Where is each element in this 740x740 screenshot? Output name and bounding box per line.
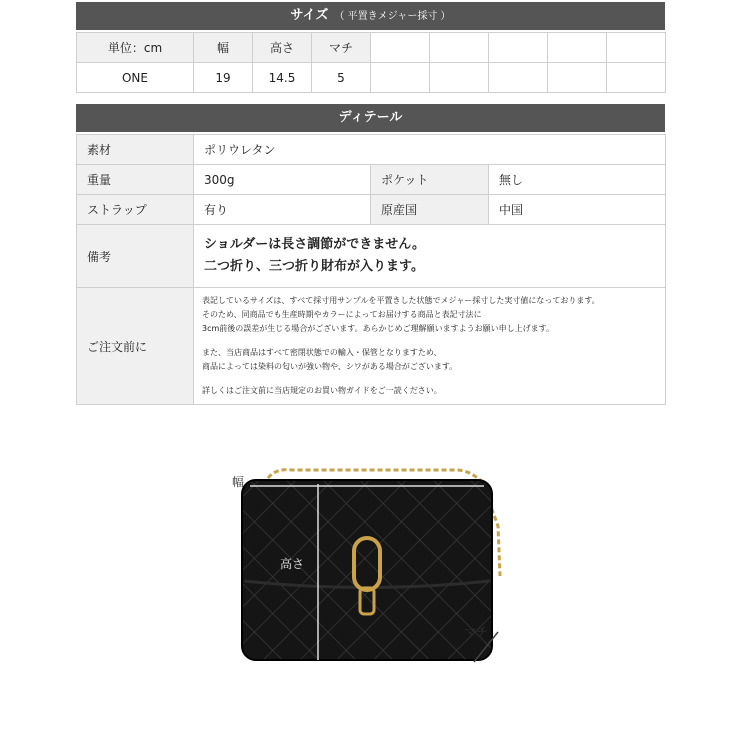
size-header-empty bbox=[371, 33, 430, 63]
notice-line: また、当店商品はすべて密閉状態での輸入・保管となりますため、 bbox=[202, 348, 442, 357]
strap-label: ストラップ bbox=[77, 195, 194, 225]
size-value-empty bbox=[430, 63, 489, 93]
material-value: ポリウレタン bbox=[194, 135, 666, 165]
size-value-row bbox=[77, 63, 666, 93]
size-header-width: 幅 bbox=[194, 33, 253, 63]
gusset-label: マチ bbox=[464, 625, 489, 639]
size-value-empty bbox=[548, 63, 607, 93]
origin-label: 原産国 bbox=[371, 195, 489, 225]
size-value-name: ONE bbox=[77, 63, 194, 93]
detail-row-weight bbox=[77, 165, 666, 195]
size-header-gusset: マチ bbox=[312, 33, 371, 63]
size-value-height: 14.5 bbox=[253, 63, 312, 93]
size-value-width: 19 bbox=[194, 63, 253, 93]
weight-value: 300g bbox=[194, 165, 371, 195]
pocket-value: 無し bbox=[489, 165, 666, 195]
notice-value bbox=[194, 288, 666, 405]
size-header-empty bbox=[607, 33, 666, 63]
detail-row-material bbox=[77, 135, 666, 165]
remarks-line: 二つ折り、三つ折り財布が入ります。 bbox=[204, 259, 424, 274]
weight-label: 重量 bbox=[77, 165, 194, 195]
size-section-subtitle: （ 平置きメジャー採寸 ） bbox=[334, 11, 451, 22]
strap-value: 有り bbox=[194, 195, 371, 225]
remarks-label: 備考 bbox=[77, 225, 194, 288]
material-label: 素材 bbox=[77, 135, 194, 165]
detail-section-title: ディテール bbox=[338, 110, 403, 125]
size-header-empty bbox=[489, 33, 548, 63]
remarks-line: ショルダーは長さ調節ができません。 bbox=[204, 237, 426, 252]
size-header-empty bbox=[548, 33, 607, 63]
notice-line: 3cm前後の誤差が生じる場合がございます。あらかじめご理解願いますようお願い申し上げます。 bbox=[202, 324, 554, 333]
pocket-label: ポケット bbox=[371, 165, 489, 195]
detail-table bbox=[76, 134, 666, 405]
width-label: 幅 bbox=[232, 475, 245, 489]
size-header-height: 高さ bbox=[253, 33, 312, 63]
notice-label: ご注文前に bbox=[77, 288, 194, 405]
detail-row-remarks bbox=[77, 225, 666, 288]
detail-row-notice bbox=[77, 288, 666, 405]
size-value-empty bbox=[371, 63, 430, 93]
size-section-title: サイズ bbox=[290, 8, 329, 23]
size-section-header bbox=[76, 2, 665, 30]
notice-line: 商品によっては染料の匂いが強い物や、シワがある場合がございます。 bbox=[202, 362, 458, 371]
notice-line: 表記しているサイズは、すべて採寸用サンプルを平置きした状態でメジャー採寸した実寸値になっております。 bbox=[202, 296, 600, 305]
size-value-empty bbox=[489, 63, 548, 93]
height-label: 高さ bbox=[280, 557, 305, 571]
origin-value: 中国 bbox=[489, 195, 666, 225]
detail-section-header bbox=[76, 104, 665, 132]
bag-measurement-diagram bbox=[232, 466, 506, 666]
size-value-empty bbox=[607, 63, 666, 93]
remarks-value bbox=[194, 225, 666, 288]
notice-line: そのため、同商品でも生産時期やカラーによってお届けする商品と表記寸法に bbox=[202, 310, 482, 319]
notice-line: 詳しくはご注文前に当店規定のお買い物ガイドをご一読ください。 bbox=[202, 386, 442, 395]
size-header-row bbox=[77, 33, 666, 63]
size-header-unit: 単位：cm bbox=[77, 33, 194, 63]
size-header-empty bbox=[430, 33, 489, 63]
size-table bbox=[76, 32, 666, 93]
detail-row-strap bbox=[77, 195, 666, 225]
size-value-gusset: 5 bbox=[312, 63, 371, 93]
